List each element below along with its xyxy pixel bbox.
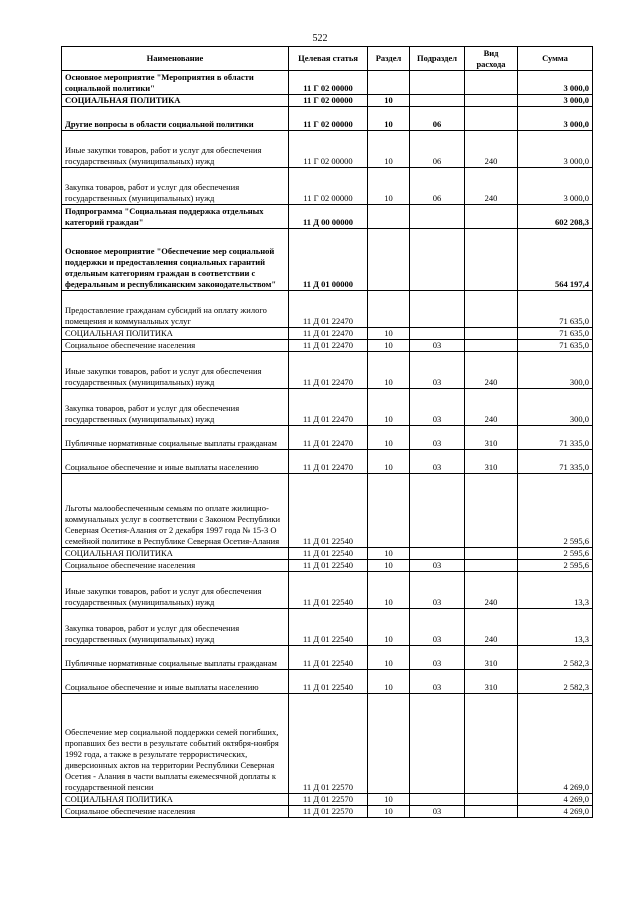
row-section: 10 [368,450,410,474]
row-amount: 2 595,6 [518,474,593,548]
row-expense-type: 240 [465,389,518,426]
row-section: 10 [368,328,410,340]
row-name: Социальное обеспечение и иные выплаты населению [62,670,289,694]
row-target-article: 11 Д 01 22540 [289,670,368,694]
table-row [62,670,593,694]
row-target-article: 11 Д 01 22470 [289,389,368,426]
row-section: 10 [368,107,410,131]
row-name: Закупка товаров, работ и услуг для обеспечения государственных (муниципальных) нужд [62,609,289,646]
row-expense-type: 310 [465,670,518,694]
row-name: Другие вопросы в области социальной политики [62,107,289,131]
row-name: Социальное обеспечение населения [62,340,289,352]
row-amount: 2 582,3 [518,670,593,694]
row-target-article: 11 Д 00 00000 [289,205,368,229]
row-expense-type [465,794,518,806]
row-subsection: 06 [410,168,465,205]
row-name: СОЦИАЛЬНАЯ ПОЛИТИКА [62,548,289,560]
row-amount: 4 269,0 [518,694,593,794]
row-subsection [410,229,465,291]
row-subsection [410,474,465,548]
row-section: 10 [368,806,410,818]
row-target-article: 11 Д 01 22470 [289,340,368,352]
row-name: Закупка товаров, работ и услуг для обеспечения государственных (муниципальных) нужд [62,389,289,426]
table-row [62,107,593,131]
row-name: Социальное обеспечение и иные выплаты населению [62,450,289,474]
page-number: 522 [312,33,328,44]
row-amount: 564 197,4 [518,229,593,291]
row-target-article: 11 Д 01 22540 [289,646,368,670]
row-target-article: 11 Д 01 22470 [289,426,368,450]
row-section: 10 [368,426,410,450]
row-amount: 4 269,0 [518,806,593,818]
row-amount: 71 635,0 [518,291,593,328]
row-amount: 3 000,0 [518,168,593,205]
row-expense-type: 240 [465,352,518,389]
row-expense-type [465,205,518,229]
table-row [62,609,593,646]
table-row [62,694,593,794]
table-row [62,71,593,95]
header-expense-type: Вид расхода [465,47,518,71]
row-amount: 300,0 [518,352,593,389]
table-row [62,548,593,560]
table-row [62,95,593,107]
row-name: СОЦИАЛЬНАЯ ПОЛИТИКА [62,794,289,806]
row-amount: 2 595,6 [518,548,593,560]
row-expense-type: 240 [465,609,518,646]
row-subsection [410,291,465,328]
row-subsection: 03 [410,426,465,450]
row-name: Иные закупки товаров, работ и услуг для обеспечения государственных (муниципальных) нужд [62,352,289,389]
row-expense-type [465,548,518,560]
row-section [368,291,410,328]
row-name: Основное мероприятие "Мероприятия в области социальной политики" [62,71,289,95]
table-row [62,168,593,205]
row-section: 10 [368,340,410,352]
row-section: 10 [368,794,410,806]
row-amount: 71 335,0 [518,450,593,474]
row-subsection: 03 [410,670,465,694]
row-name: Иные закупки товаров, работ и услуг для обеспечения государственных (муниципальных) нужд [62,572,289,609]
row-name: Иные закупки товаров, работ и услуг для обеспечения государственных (муниципальных) нужд [62,131,289,168]
table-row [62,229,593,291]
row-name: Обеспечение мер социальной поддержки семей погибших, пропавших без вести в результате событий октября-ноября 1992 года, а также в результате террористических, диверсионных актов на территории Республики Северная Осетия - Алания в части выплаты ежемесячной доплаты к государственной пенсии [62,694,289,794]
row-name: Предоставление гражданам субсидий на оплату жилого помещения и коммунальных услуг [62,291,289,328]
table-row [62,474,593,548]
row-target-article: 11 Д 01 22470 [289,291,368,328]
row-name: Публичные нормативные социальные выплаты гражданам [62,646,289,670]
row-amount: 2 595,6 [518,560,593,572]
row-expense-type [465,560,518,572]
row-section: 10 [368,168,410,205]
row-target-article: 11 Д 01 22570 [289,694,368,794]
row-section [368,229,410,291]
row-section [368,694,410,794]
row-amount: 13,3 [518,609,593,646]
row-expense-type [465,694,518,794]
row-section: 10 [368,572,410,609]
row-target-article: 11 Г 02 00000 [289,95,368,107]
row-expense-type [465,474,518,548]
row-expense-type [465,229,518,291]
row-name: Льготы малообеспеченным семьям по оплате жилищно-коммунальных услуг в соответствии с Законом Республики Северная Осетия-Алания от 2 декабря 1997 года № 15-З О семейной политике в Республике Северная Осетия-Алания [62,474,289,548]
row-name: Закупка товаров, работ и услуг для обеспечения государственных (муниципальных) нужд [62,168,289,205]
header-amount: Сумма [518,47,593,71]
header-name: Наименование [62,47,289,71]
row-subsection: 03 [410,646,465,670]
row-section: 10 [368,389,410,426]
row-target-article: 11 Д 01 00000 [289,229,368,291]
row-subsection: 03 [410,352,465,389]
row-section: 10 [368,548,410,560]
row-name: СОЦИАЛЬНАЯ ПОЛИТИКА [62,328,289,340]
row-section: 10 [368,131,410,168]
row-expense-type [465,340,518,352]
row-subsection [410,205,465,229]
row-amount: 300,0 [518,389,593,426]
row-subsection [410,794,465,806]
table-row [62,205,593,229]
row-subsection: 03 [410,572,465,609]
row-target-article: 11 Д 01 22540 [289,548,368,560]
row-expense-type: 310 [465,426,518,450]
table-row [62,426,593,450]
row-subsection [410,548,465,560]
row-target-article: 11 Д 01 22540 [289,609,368,646]
row-subsection: 03 [410,340,465,352]
table-row [62,389,593,426]
table-row [62,450,593,474]
row-subsection [410,694,465,794]
row-target-article: 11 Г 02 00000 [289,131,368,168]
table-row [62,352,593,389]
row-section: 10 [368,646,410,670]
row-name: Социальное обеспечение населения [62,806,289,818]
row-target-article: 11 Д 01 22540 [289,560,368,572]
row-section: 10 [368,609,410,646]
table-body [62,71,593,818]
row-name: Основное мероприятие "Обеспечение мер социальной поддержки и предоставления социальных гарантий отдельным категориям граждан в соответствии с федеральным и республиканским законодательством" [62,229,289,291]
row-expense-type [465,291,518,328]
row-target-article: 11 Д 01 22540 [289,572,368,609]
row-target-article: 11 Д 01 22570 [289,806,368,818]
row-section: 10 [368,95,410,107]
row-target-article: 11 Д 01 22470 [289,352,368,389]
row-target-article: 11 Д 01 22470 [289,328,368,340]
row-expense-type: 240 [465,572,518,609]
row-amount: 71 635,0 [518,328,593,340]
table-row [62,291,593,328]
table-row [62,794,593,806]
row-expense-type: 310 [465,450,518,474]
header-section: Раздел [368,47,410,71]
row-subsection: 06 [410,107,465,131]
row-amount: 3 000,0 [518,131,593,168]
row-subsection: 03 [410,806,465,818]
row-amount: 3 000,0 [518,107,593,131]
row-subsection [410,71,465,95]
budget-table [61,46,593,818]
row-name: Публичные нормативные социальные выплаты гражданам [62,426,289,450]
row-subsection: 06 [410,131,465,168]
table-row [62,646,593,670]
row-subsection: 03 [410,389,465,426]
row-amount: 3 000,0 [518,71,593,95]
row-amount: 71 635,0 [518,340,593,352]
row-section [368,71,410,95]
row-expense-type: 310 [465,646,518,670]
row-subsection: 03 [410,560,465,572]
row-target-article: 11 Г 02 00000 [289,168,368,205]
row-target-article: 11 Д 01 22470 [289,450,368,474]
row-expense-type: 240 [465,168,518,205]
row-target-article: 11 Д 01 22540 [289,474,368,548]
row-subsection [410,95,465,107]
table-row [62,560,593,572]
row-expense-type: 240 [465,131,518,168]
row-amount: 602 208,3 [518,205,593,229]
row-amount: 2 582,3 [518,646,593,670]
table-row [62,806,593,818]
row-subsection [410,328,465,340]
row-name: Подпрограмма "Социальная поддержка отдельных категорий граждан" [62,205,289,229]
row-amount: 3 000,0 [518,95,593,107]
row-amount: 4 269,0 [518,794,593,806]
table-header-row [62,47,593,71]
row-amount: 13,3 [518,572,593,609]
header-subsection: Подраздел [410,47,465,71]
table-row [62,328,593,340]
row-name: СОЦИАЛЬНАЯ ПОЛИТИКА [62,95,289,107]
row-subsection: 03 [410,609,465,646]
header-target-article: Целевая статья [289,47,368,71]
row-target-article: 11 Г 02 00000 [289,107,368,131]
row-subsection: 03 [410,450,465,474]
row-section [368,205,410,229]
row-target-article: 11 Г 02 00000 [289,71,368,95]
row-expense-type [465,806,518,818]
row-target-article: 11 Д 01 22570 [289,794,368,806]
row-expense-type [465,107,518,131]
row-expense-type [465,328,518,340]
row-expense-type [465,71,518,95]
table-row [62,131,593,168]
row-section: 10 [368,560,410,572]
row-section: 10 [368,670,410,694]
table-row [62,572,593,609]
row-expense-type [465,95,518,107]
row-name: Социальное обеспечение населения [62,560,289,572]
row-section [368,474,410,548]
row-section: 10 [368,352,410,389]
table-row [62,340,593,352]
row-amount: 71 335,0 [518,426,593,450]
